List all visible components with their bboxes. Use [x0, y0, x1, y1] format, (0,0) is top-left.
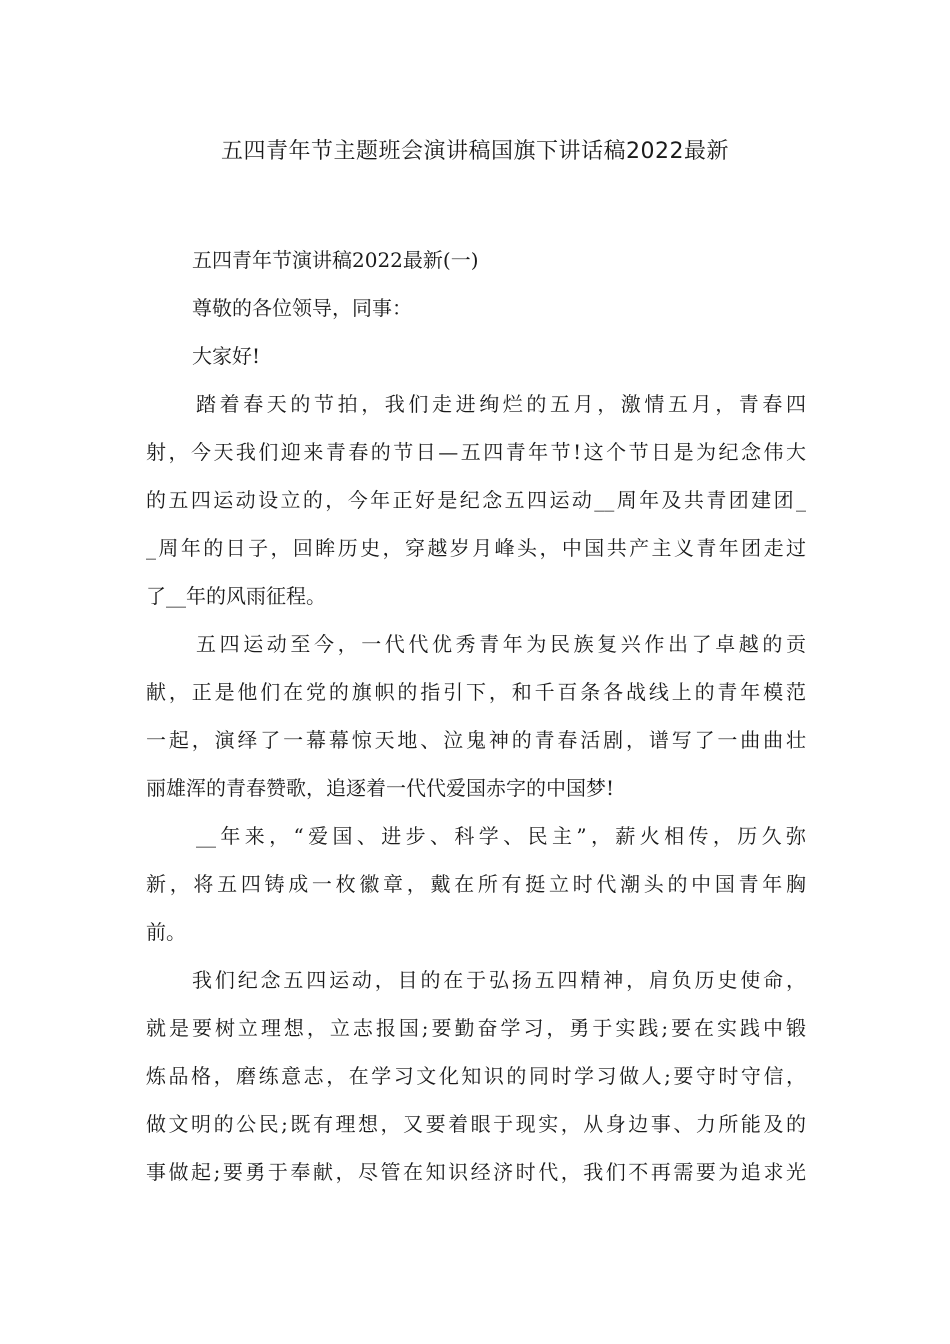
paragraph-1-line-1: 踏着春天的节拍，我们走进绚烂的五月，激情五月，青春四 [196, 392, 806, 416]
paragraph-4-line-1: 我们纪念五四运动，目的在于弘扬五四精神，肩负历史使命， [192, 968, 806, 992]
paragraph-3-line-2: 新，将五四铸成一枚徽章，戴在所有挺立时代潮头的中国青年胸 [146, 872, 806, 896]
paragraph-2-line-4: 丽雄浑的青春赞歌，追逐着一代代爱国赤字的中国梦! [146, 776, 615, 800]
paragraph-4-line-2: 就是要树立理想，立志报国;要勤奋学习，勇于实践;要在实践中锻 [146, 1016, 806, 1040]
paragraph-1-line-2: 射，今天我们迎来青春的节日—五四青年节!这个节日是为纪念伟大 [146, 440, 806, 464]
paragraph-4-line-5: 事做起;要勇于奉献，尽管在知识经济时代，我们不再需要为追求光 [146, 1160, 806, 1184]
paragraph-2-line-3: 一起，演绎了一幕幕惊天地、泣鬼神的青春活剧，谱写了一曲曲壮 [146, 728, 806, 752]
paragraph-1-line-5: 了__年的风雨征程。 [146, 584, 326, 608]
paragraph-4-line-3: 炼品格，磨练意志，在学习文化知识的同时学习做人;要守时守信， [146, 1064, 806, 1088]
paragraph-4-line-4: 做文明的公民;既有理想，又要着眼于现实，从身边事、力所能及的 [146, 1112, 806, 1136]
document-title: 五四青年节主题班会演讲稿国旗下讲话稿2022最新 [221, 139, 729, 164]
paragraph-1-line-4: _周年的日子，回眸历史，穿越岁月峰头，中国共产主义青年团走过 [146, 536, 806, 560]
paragraph-2-line-2: 献，正是他们在党的旗帜的指引下，和千百条各战线上的青年模范 [146, 680, 806, 704]
salutation: 尊敬的各位领导，同事： [192, 296, 412, 320]
greeting: 大家好! [192, 344, 261, 368]
paragraph-1-line-3: 的五四运动设立的，今年正好是纪念五四运动__周年及共青团建团_ [146, 488, 806, 512]
document-body [146, 236, 806, 1196]
paragraph-3-line-3: 前。 [146, 920, 186, 944]
paragraph-2-line-1: 五四运动至今，一代代优秀青年为民族复兴作出了卓越的贡 [196, 632, 806, 656]
paragraph-3-line-1: __年来，“爱国、进步、科学、民主”，薪火相传，历久弥 [196, 824, 806, 848]
section-heading: 五四青年节演讲稿2022最新(一) [192, 248, 479, 272]
